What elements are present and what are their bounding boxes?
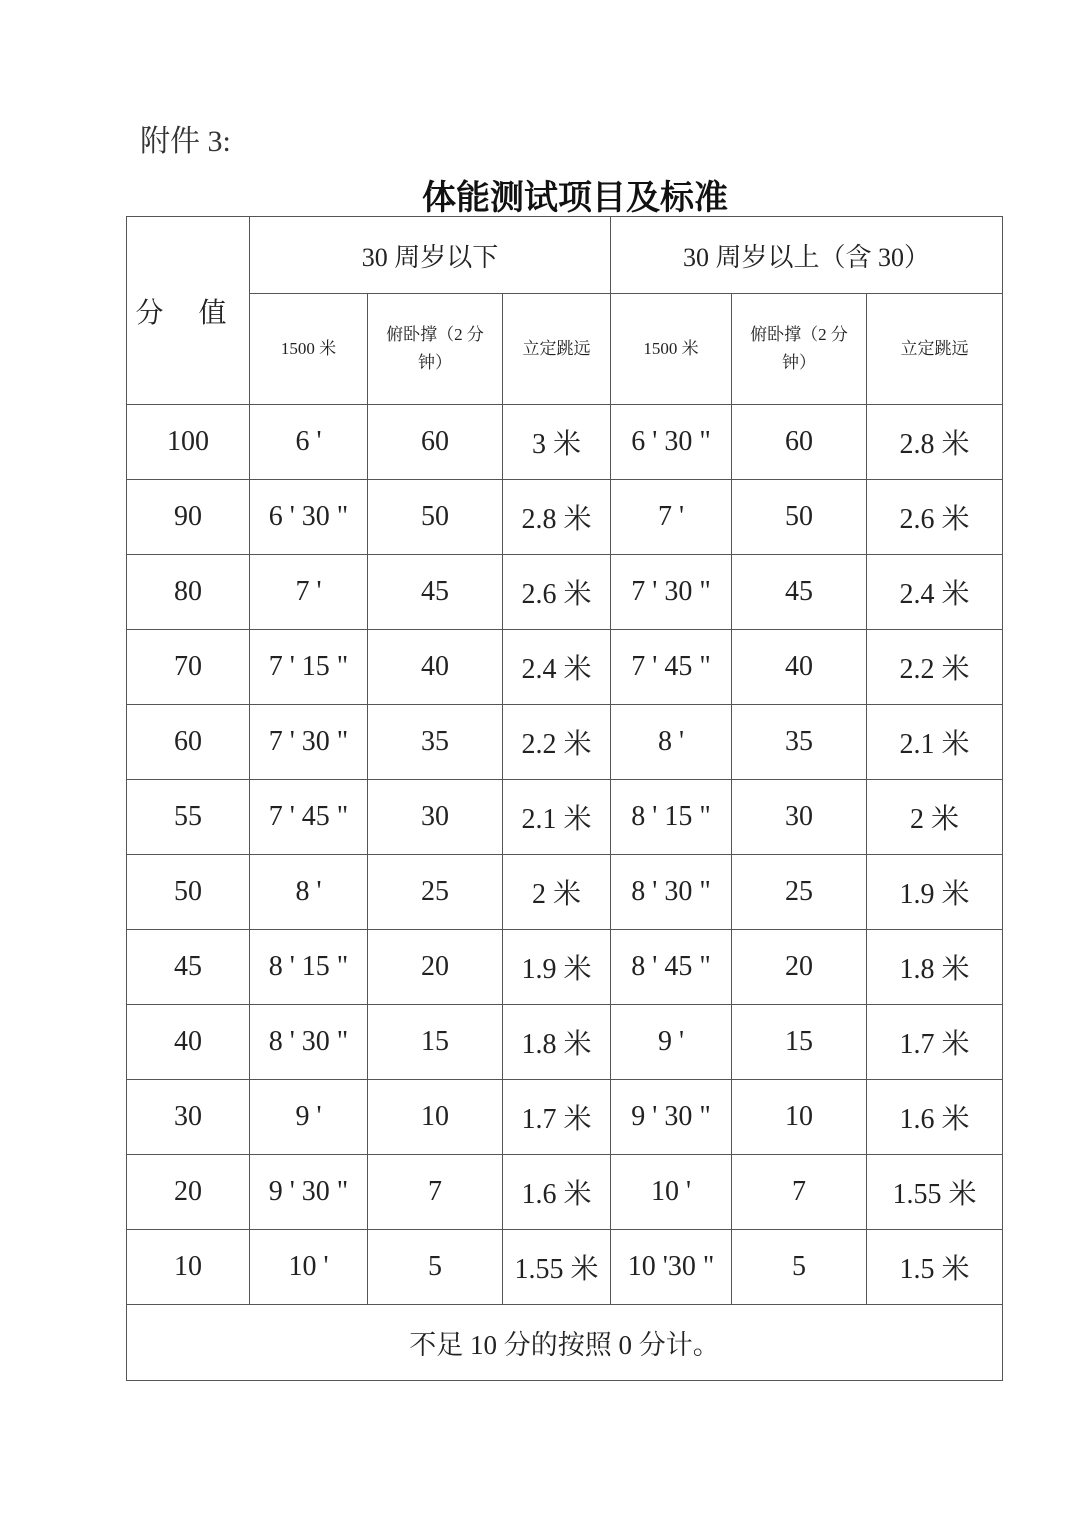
- standard-cell: 2.4 米: [503, 630, 611, 705]
- score-cell: 55: [127, 780, 250, 855]
- standard-cell: 1.9 米: [503, 930, 611, 1005]
- standard-cell: 6 ' 30 ": [611, 405, 732, 480]
- standard-cell: 1.8 米: [867, 930, 1003, 1005]
- standard-cell: 40: [368, 630, 503, 705]
- score-cell: 20: [127, 1155, 250, 1230]
- table-row: [127, 630, 1003, 705]
- standard-cell: 2.8 米: [867, 405, 1003, 480]
- standard-cell: 6 ' 30 ": [250, 480, 368, 555]
- sub-header: 俯卧撑（2 分钟）: [732, 294, 867, 405]
- document-title: 体能测试项目及标准: [422, 180, 728, 217]
- standard-cell: 8 ' 45 ": [611, 930, 732, 1005]
- standard-cell: 1.9 米: [867, 855, 1003, 930]
- standard-cell: 8 ': [250, 855, 368, 930]
- standard-cell: 60: [368, 405, 503, 480]
- standard-cell: 7 ' 30 ": [611, 555, 732, 630]
- standard-cell: 50: [732, 480, 867, 555]
- footer-note: 不足 10 分的按照 0 分计。: [127, 1305, 1003, 1381]
- standard-cell: 1.55 米: [503, 1230, 611, 1305]
- standard-cell: 30: [368, 780, 503, 855]
- sub-header: 1500 米: [611, 294, 732, 405]
- standard-cell: 40: [732, 630, 867, 705]
- sub-header: 1500 米: [250, 294, 368, 405]
- standard-cell: 8 ' 30 ": [250, 1005, 368, 1080]
- standard-cell: 1.5 米: [867, 1230, 1003, 1305]
- standard-cell: 2.2 米: [867, 630, 1003, 705]
- table-row: [127, 405, 1003, 480]
- standard-cell: 2.2 米: [503, 705, 611, 780]
- score-cell: 50: [127, 855, 250, 930]
- score-cell: 60: [127, 705, 250, 780]
- table-row: [127, 555, 1003, 630]
- standard-cell: 3 米: [503, 405, 611, 480]
- standard-cell: 1.55 米: [867, 1155, 1003, 1230]
- table-row: [127, 705, 1003, 780]
- standard-cell: 2.6 米: [503, 555, 611, 630]
- standard-cell: 2.6 米: [867, 480, 1003, 555]
- standard-cell: 2 米: [503, 855, 611, 930]
- standard-cell: 35: [368, 705, 503, 780]
- standard-cell: 20: [732, 930, 867, 1005]
- standard-cell: 9 ' 30 ": [250, 1155, 368, 1230]
- sub-header: 立定跳远: [503, 294, 611, 405]
- standard-cell: 7 ' 45 ": [250, 780, 368, 855]
- standard-cell: 7 ' 30 ": [250, 705, 368, 780]
- standard-cell: 7 ' 15 ": [250, 630, 368, 705]
- standard-cell: 30: [732, 780, 867, 855]
- standard-cell: 8 ' 15 ": [611, 780, 732, 855]
- group-header-30-and-over: 30 周岁以上（含 30）: [611, 217, 1003, 294]
- standard-cell: 2.4 米: [867, 555, 1003, 630]
- standard-cell: 45: [732, 555, 867, 630]
- standard-cell: 2 米: [867, 780, 1003, 855]
- score-cell: 100: [127, 405, 250, 480]
- standard-cell: 7 ' 45 ": [611, 630, 732, 705]
- score-cell: 70: [127, 630, 250, 705]
- standard-cell: 1.7 米: [867, 1005, 1003, 1080]
- score-cell: 90: [127, 480, 250, 555]
- standard-cell: 2.8 米: [503, 480, 611, 555]
- standard-cell: 8 ': [611, 705, 732, 780]
- standard-cell: 8 ' 15 ": [250, 930, 368, 1005]
- standard-cell: 20: [368, 930, 503, 1005]
- score-cell: 30: [127, 1080, 250, 1155]
- standard-cell: 1.6 米: [867, 1080, 1003, 1155]
- sub-header: 立定跳远: [867, 294, 1003, 405]
- table-row: [127, 1155, 1003, 1230]
- standard-cell: 10 ': [250, 1230, 368, 1305]
- table-row: [127, 1230, 1003, 1305]
- score-cell: 80: [127, 555, 250, 630]
- standard-cell: 2.1 米: [503, 780, 611, 855]
- standard-cell: 5: [732, 1230, 867, 1305]
- standard-cell: 15: [368, 1005, 503, 1080]
- score-header: 分 值: [127, 217, 250, 405]
- standard-cell: 7: [732, 1155, 867, 1230]
- score-cell: 45: [127, 930, 250, 1005]
- table-row: [127, 1080, 1003, 1155]
- attachment-label: 附件 3:: [140, 125, 231, 158]
- sub-header: 俯卧撑（2 分钟）: [368, 294, 503, 405]
- standard-cell: 60: [732, 405, 867, 480]
- standard-cell: 10 '30 ": [611, 1230, 732, 1305]
- group-header-under-30: 30 周岁以下: [250, 217, 611, 294]
- score-cell: 40: [127, 1005, 250, 1080]
- standard-cell: 5: [368, 1230, 503, 1305]
- standard-cell: 9 ': [250, 1080, 368, 1155]
- standard-cell: 7: [368, 1155, 503, 1230]
- standard-cell: 25: [732, 855, 867, 930]
- standard-cell: 1.6 米: [503, 1155, 611, 1230]
- standard-cell: 45: [368, 555, 503, 630]
- standard-cell: 9 ': [611, 1005, 732, 1080]
- table-row: [127, 1005, 1003, 1080]
- score-cell: 10: [127, 1230, 250, 1305]
- table-row: [127, 855, 1003, 930]
- fitness-standards-table: [126, 216, 1003, 1381]
- standard-cell: 10: [732, 1080, 867, 1155]
- standard-cell: 35: [732, 705, 867, 780]
- standard-cell: 9 ' 30 ": [611, 1080, 732, 1155]
- standard-cell: 2.1 米: [867, 705, 1003, 780]
- table-row: [127, 780, 1003, 855]
- standard-cell: 7 ': [250, 555, 368, 630]
- standard-cell: 10 ': [611, 1155, 732, 1230]
- standard-cell: 15: [732, 1005, 867, 1080]
- table-row: [127, 480, 1003, 555]
- standard-cell: 7 ': [611, 480, 732, 555]
- standard-cell: 1.7 米: [503, 1080, 611, 1155]
- standard-cell: 50: [368, 480, 503, 555]
- footer-row: [127, 1305, 1003, 1381]
- standard-cell: 1.8 米: [503, 1005, 611, 1080]
- standard-cell: 10: [368, 1080, 503, 1155]
- standard-cell: 8 ' 30 ": [611, 855, 732, 930]
- standard-cell: 25: [368, 855, 503, 930]
- standard-cell: 6 ': [250, 405, 368, 480]
- table-row: [127, 930, 1003, 1005]
